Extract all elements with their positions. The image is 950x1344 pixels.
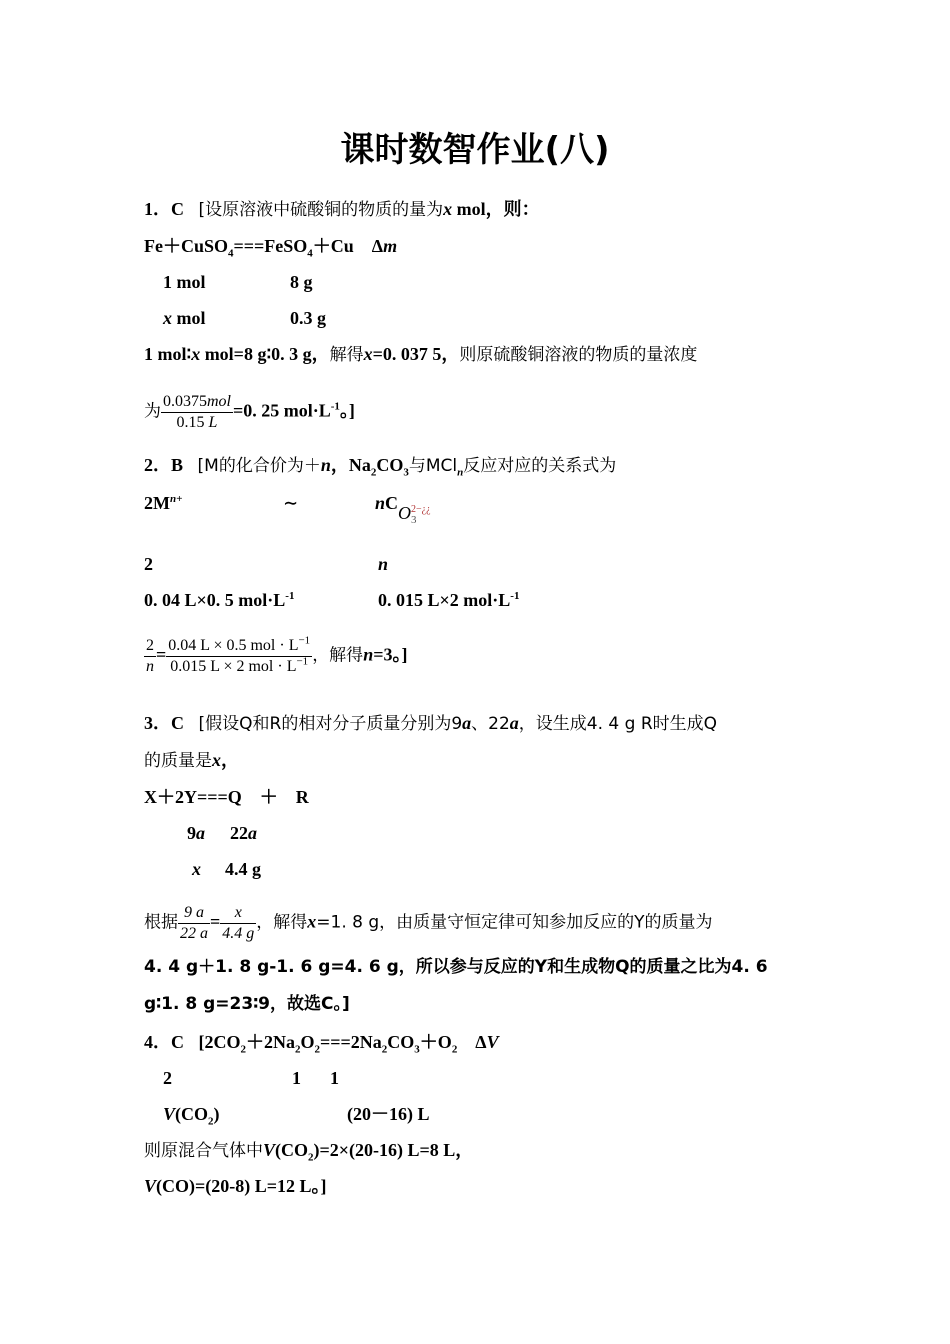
q2-frac-2 [166, 636, 312, 677]
q3-gen: 根据 [144, 912, 178, 933]
q1-row2-x: x [163, 308, 172, 328]
q3-head: 3．C [144, 713, 184, 733]
q1-row2-unit: mol [172, 308, 206, 328]
q3-l2-a: 的质量是 [144, 751, 212, 771]
q1-text-a: [设原溶液中硫酸铜的物质的量为 [198, 200, 444, 220]
q2-f1-den: n [146, 658, 154, 675]
q3-after-a: ，解得 [256, 912, 308, 933]
q3-frac-1 [178, 903, 210, 944]
q2-row2-a: 2 [144, 554, 153, 574]
q1-result: =0. 25 mol·L [233, 400, 331, 421]
q1-row2-a [163, 307, 206, 329]
q3-line-2 [144, 749, 239, 772]
q1-wei: 为 [144, 401, 161, 422]
q3-f2-num: x [234, 904, 242, 921]
q3-a1: a [462, 713, 472, 733]
q4-l3-a: 则原混合气体中 [144, 1141, 263, 1161]
q3-after-x: x [307, 911, 317, 932]
q3-f2-den: 4.4 g [222, 925, 255, 942]
q2-text-a: [M的化合价为＋ [197, 456, 321, 476]
q1-l4-a: 1 mol∶ [144, 344, 192, 364]
q2-subn: n [457, 466, 464, 479]
q4-l3-s: 2 [308, 1151, 314, 1164]
q4-line-4 [144, 1175, 327, 1197]
q2-r1-c: C [385, 493, 399, 513]
q2-r1-a-text: 2M [144, 493, 170, 513]
q3-a2: a [509, 713, 519, 733]
q3-r1-a-num: 9 [187, 823, 196, 843]
q3-r1-b-num: 22 [230, 823, 248, 843]
q1-l4-e: 则原硫酸铜溶液的物质的量浓度 [459, 345, 698, 365]
q1-eq-end: ＋Cu Δ [312, 236, 384, 256]
q3-row2-a: x [192, 859, 201, 879]
q2-line-1 [144, 454, 616, 477]
q1-text-b: mol，则： [452, 199, 540, 219]
q2-f2-num: 0.04 L × 0.5 mol · L [168, 637, 299, 654]
q2-r1-o: O [398, 503, 412, 523]
q3-text-a: [假设Q和R的相对分子质量分别为9 [198, 714, 463, 734]
q2-f2-den: 0.015 L × 2 mol · L [170, 658, 297, 675]
q3-r1-b-var: a [248, 823, 257, 843]
q1-frac-num: 0.0375 [163, 393, 207, 410]
q3-line-5: 根据 $\frac{9 a}{22 a}$ = $\frac{x}{4.4 g}$ ，解得x=1. 8 g，由质量守恒定律可知参加反应的Y的质量为 [144, 904, 713, 942]
q4-line-1 [144, 1031, 499, 1056]
q3-line-7: g∶1. 8 g=23∶9，故选C。] [144, 994, 350, 1014]
q2-fraction-line [144, 636, 407, 677]
q3-row1-a [187, 822, 205, 844]
q2-r3-b-text: 0. 015 L×2 mol·L [378, 590, 511, 610]
q1-line-4 [144, 343, 697, 366]
q3-line-1 [144, 712, 717, 735]
q1-l4-x2: x [363, 344, 373, 364]
q4-eq-a: [2CO [198, 1032, 241, 1052]
q4-l3-c: )=2×(20-16) L=8 L， [313, 1140, 474, 1160]
q1-result-end: 。] [339, 400, 355, 421]
q1-result-sup: -1 [330, 400, 340, 413]
q4-r2-s: 2 [208, 1115, 214, 1128]
q4-eq-v: V [486, 1032, 499, 1052]
q1-eq-a: Fe＋CuSO [144, 236, 229, 256]
q3-r1-a-var: a [196, 823, 205, 843]
q4-eq-g: Δ [457, 1032, 487, 1052]
q1-eq-sub1: 4 [228, 247, 234, 260]
q2-eq-sign: = [156, 644, 167, 665]
q3-line-6: 4. 4 g＋1. 8 g-1. 6 g=4. 6 g，所以参与反应的Y和生成物Q的质量之比为4. 6 [144, 957, 768, 977]
q3-f1-den: 22 a [180, 925, 208, 942]
q1-l4-d: =0. 037 5， [372, 344, 460, 364]
q2-r3-a-text: 0. 04 L×0. 5 mol·L [144, 590, 286, 610]
q4-s2: 2 [295, 1043, 301, 1056]
q2-text-c: 与MCl [408, 456, 458, 476]
q2-r3-a-sup: -1 [285, 590, 295, 602]
q4-head: 4．C [144, 1032, 184, 1052]
q1-fraction [161, 392, 233, 433]
q2-carbonate [398, 503, 431, 526]
q4-row1-a: 2 [163, 1068, 172, 1088]
q4-eq-c: O [300, 1032, 315, 1052]
q2-r1-o-sup: 2−¿¿ [411, 503, 431, 515]
q3-row2-b: 4.4 g [225, 859, 261, 879]
q4-s1: 2 [240, 1043, 246, 1056]
q1-row1-a: 1 mol [163, 272, 206, 292]
q2-sub3: 3 [403, 466, 409, 479]
q2-co: CO [376, 455, 404, 475]
q1-frac-den: 0.15 [176, 414, 205, 431]
q4-r2-a: (CO [175, 1104, 209, 1124]
q2-solve: ，解得 [312, 645, 364, 666]
q4-s6: 2 [451, 1043, 458, 1056]
q3-text-b: 、22 [471, 714, 510, 734]
q2-text-d: 反应对应的关系式为 [463, 456, 617, 476]
q2-sub2: 2 [370, 466, 377, 479]
q4-eq-f: ＋O [419, 1032, 452, 1052]
q1-eq-m: m [383, 236, 398, 256]
q4-s5: 3 [414, 1043, 420, 1056]
q2-n: n [320, 455, 331, 475]
q1-l4-b: mol=8 g∶0. 3 g， [200, 344, 330, 364]
q2-row1-c [375, 492, 431, 526]
q1-eq-sub2: 4 [307, 247, 313, 260]
q4-l4-v: V [144, 1176, 157, 1196]
q4-line-3 [144, 1139, 473, 1162]
q1-head: 1．C [144, 199, 184, 219]
q2-r1-n: n [375, 493, 386, 513]
q2-text-b: ，Na [330, 455, 371, 475]
q4-row2-c: (20－16) L [347, 1104, 430, 1124]
q2-row3-b [378, 589, 519, 611]
q3-l2-b: ， [221, 750, 239, 770]
q1-var-x: x [443, 199, 453, 219]
q1-frac-den-unit: L [208, 414, 218, 431]
q2-r3-b-sup: -1 [510, 590, 520, 602]
q2-row2-b: n [378, 554, 389, 574]
q3-row1-b [230, 822, 257, 844]
q1-frac-num-unit: mol [207, 393, 231, 410]
q1-line-1 [144, 198, 540, 221]
q2-solve-end: =3。] [373, 644, 408, 665]
q2-tilde: ∼ [283, 493, 299, 513]
q4-l4-a: (CO)=(20-8) L=12 L。] [156, 1176, 327, 1196]
page-title: 课时数智作业(八) [340, 130, 610, 170]
q1-row1-b: 8 g [290, 272, 313, 292]
q4-s3: 2 [314, 1043, 321, 1056]
q4-s4: 2 [381, 1043, 388, 1056]
q2-head: 2．B [144, 455, 184, 475]
q2-row3-a [144, 589, 294, 611]
q4-eq-d: ===2Na [320, 1032, 382, 1052]
q2-frac-1 [144, 636, 156, 677]
q1-equation [144, 235, 398, 260]
q2-r1-a-sup: n+ [170, 493, 183, 505]
q4-row1-c: 1 [330, 1068, 339, 1088]
q2-f1-num: 2 [146, 637, 154, 654]
q1-line-5 [144, 392, 355, 433]
q4-l3-b: (CO [275, 1140, 309, 1160]
q2-row1-a [144, 492, 182, 514]
q4-r2-v: V [163, 1104, 176, 1124]
q2-f2-num-sup: −1 [298, 634, 311, 647]
q1-l4-c: 解得 [329, 345, 364, 365]
q3-frac-2 [220, 903, 256, 944]
q4-eq-e: CO [387, 1032, 415, 1052]
q3-text-c: ，设生成4. 4 g R时生成Q [518, 714, 718, 734]
q2-f2-den-sup: −1 [296, 655, 309, 668]
q3-after-b: =1. 8 g，由质量守恒定律可知参加反应的Y的质量为 [316, 912, 713, 933]
q2-solve-n: n [363, 644, 374, 665]
q2-r1-o-sub: 3 [411, 513, 417, 526]
q3-l2-x: x [212, 750, 221, 770]
q1-eq-mid: ===FeSO [233, 236, 308, 256]
q4-row2-a [163, 1103, 220, 1128]
q3-f1-num: 9 a [184, 904, 204, 921]
q4-r2-b: ) [213, 1104, 220, 1124]
q4-row1-b: 1 [292, 1068, 301, 1088]
q4-eq-b: ＋2Na [246, 1032, 295, 1052]
q4-l3-v: V [263, 1140, 276, 1160]
q3-equation: X＋2Y===Q ＋ R [144, 787, 309, 807]
q1-l4-x: x [191, 344, 201, 364]
q1-row2-b: 0.3 g [290, 308, 326, 328]
